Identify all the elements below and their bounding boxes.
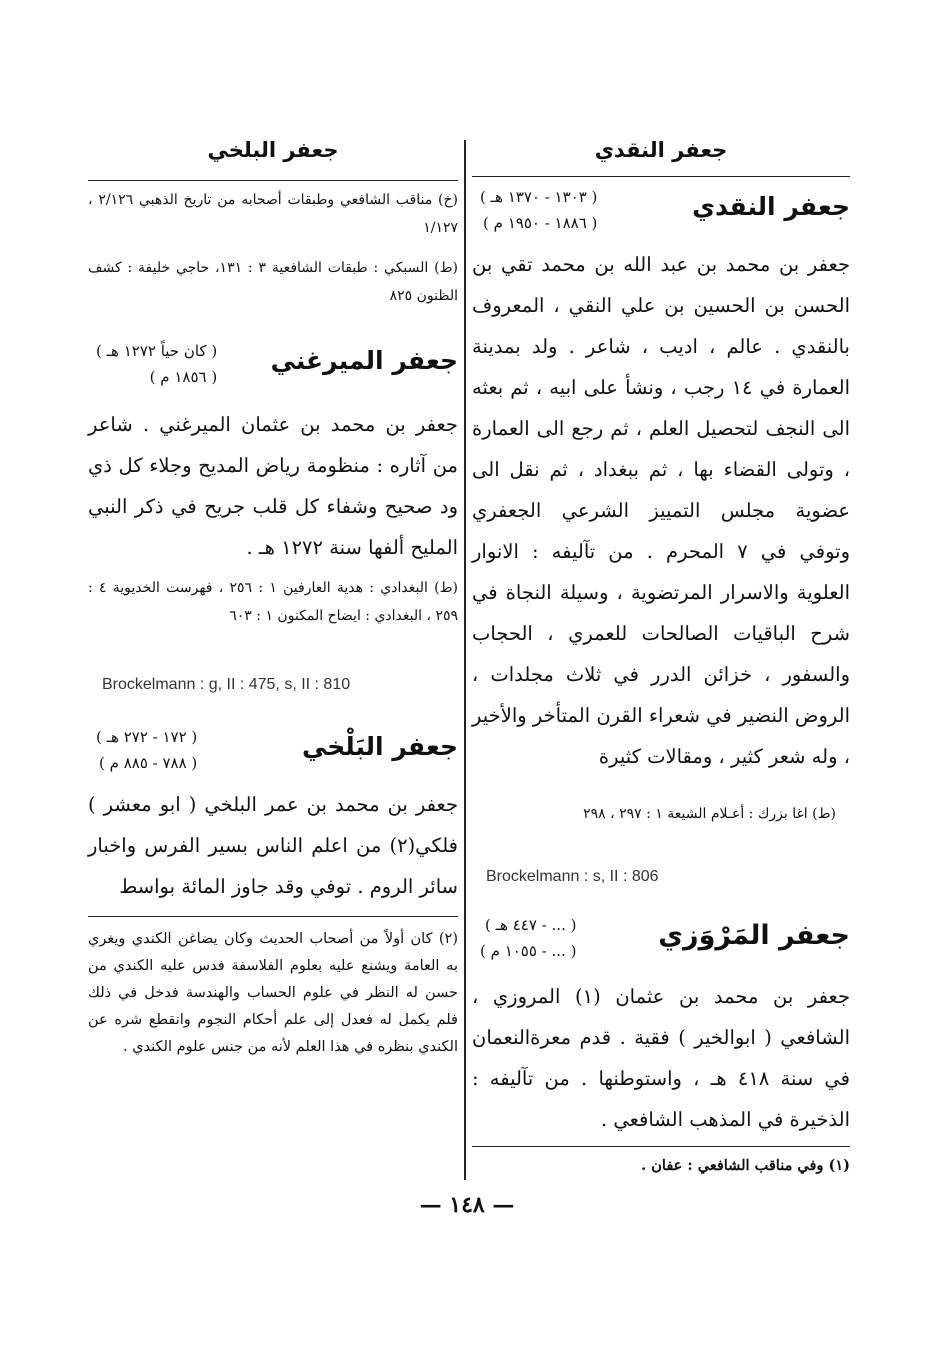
entry-name: جعفر النقدي xyxy=(692,192,850,221)
column-divider xyxy=(464,140,466,1180)
dates-gregorian: ( ٧٨٨ - ٨٨٥ م ) xyxy=(99,754,198,772)
entry-naqdi-body: جعفر بن محمد بن عبد الله بن محمد تقي بن الحسن بن الحسين بن علي النقي ، المعروف بالنقدي . عالم ، اديب ، شاعر . ولد بمدينة العمارة في ١٤ رجب ، ونشأ على ابيه ، ثم بعثه الى النجف لتحصيل العلم ، ثم رجع الى العمارة ، وتولى القضاء بها ، ثم ببغداد ، ثم نقل الى عضوية مجلس التمييز الشرعي الجعفري وتوفي في ٧ المحرم . من تآليفه : الانوار العلوية والاسرار المرتضوية ، وسيلة النجاة في شرح الباقيات الصالحات للعمري ، الحجاب والسفور ، خزائن الدرر في ثلاث مجلدات ، الروض النضير في شعراء القرن المتأخر والأخير ، وله شعر كثير ، ومقالات كثيرة xyxy=(472,253,850,768)
balkhi-ref-continued: (خ) مناقب الشافعي وطبقات أصحابه من تاريخ الذهبي ٢/١٢٦ ، ١/١٢٧ xyxy=(88,192,459,236)
dates-hijri: ( ... - ٤٤٧ هـ ) xyxy=(485,916,577,934)
entry-naqdi-latin-ref: Brockelmann : s, II : 806 xyxy=(486,868,659,885)
entry-dates xyxy=(96,338,217,390)
footnote-rule xyxy=(472,1146,850,1147)
entry-balkhi-body: جعفر بن محمد بن عمر البلخي ( ابو معشر ) فلكي(٢) من اعلم الناس بسير الفرس واخبار سائر الروم . توفي وقد جاوز المائة بواسط xyxy=(88,793,458,898)
left-column-header: جعفر البلخي xyxy=(207,138,339,162)
entry-marwazi-body: جعفر بن محمد بن عثمان (١) المروزي ، الشافعي ( ابوالخير ) فقية . قدم معرةالنعمان في سنة ٤١٨ هـ ، واستوطنها . من تآليفه : الذخيرة في المذهب الشافعي . xyxy=(472,985,850,1131)
entry-mirghani-body: جعفر بن محمد بن عثمان الميرغني . شاعر من آثاره : منظومة رياض المديح وجلاء كل ذي ود صحيح وشفاء كل قلب جريح في ذكر النبي المليح ألفها سنة ١٢٧٢ هـ . xyxy=(88,413,458,559)
dates-hijri: ( ١٧٢ - ٢٧٢ هـ ) xyxy=(96,728,198,746)
dates-gregorian: ( ... - ١٠٥٥ م ) xyxy=(480,942,577,960)
entry-dates xyxy=(480,184,597,236)
entry-name: جعفر الميرغني xyxy=(270,346,458,375)
footnote: (١) وفي مناقب الشافعي : عفان . xyxy=(641,1157,850,1174)
page-number: — ١٤٨ — xyxy=(419,1192,515,1218)
entry-mirghani-heading xyxy=(88,338,458,408)
footnote: (٢) كان أولاً من أصحاب الحديث وكان يضاغن الكندي ويغري به العامة ويشنع عليه بعلوم الفلاسفة فدس عليه الكندي من حسن له النظر في علوم الحساب والهندسة فدخل في ذلك فلم يكمل له فعدل إلى علم أحكام النجوم وانقطع شره عن الكندي بنظره في هذا العلم لأنه من جنس علوم الكندي . xyxy=(88,931,458,1055)
balkhi-ref-continued-2: (ط) السبكي : طبقات الشافعية ٣ : ١٣١، حاجي خليفة : كشف الظنون ٨٢٥ xyxy=(88,260,458,304)
entry-dates xyxy=(96,724,197,776)
entry-mirghani-ref: (ط) البغدادي : هدية العارفين ١ : ٢٥٦ ، فهرست الخديوية ٤ : ٢٥٩ ، البغدادي : ايضاح المكنون ١ : ٦٠٣ xyxy=(88,580,458,624)
dates-gregorian: ( ١٨٥٦ م ) xyxy=(149,368,218,386)
dates-gregorian: ( ١٨٨٦ - ١٩٥٠ م ) xyxy=(483,214,598,232)
entry-name: جعفر المَرْوَزي xyxy=(658,920,850,951)
entry-marwazi-heading xyxy=(472,912,850,982)
right-column-header: جعفر النقدي xyxy=(594,138,728,162)
entry-dates xyxy=(480,912,576,964)
entry-mirghani-latin-ref: Brockelmann : g, II : 475, s, II : 810 xyxy=(102,676,351,693)
dates-hijri: ( ١٣٠٣ - ١٣٧٠ هـ ) xyxy=(480,188,598,206)
entry-naqdi-ref: (ط) اغا بزرك : أعـلام الشيعة ١ : ٢٩٧ ، ٢٩٨ xyxy=(583,806,836,822)
dates-hijri: ( كان حياً ١٢٧٢ هـ ) xyxy=(96,342,218,360)
footnote-rule xyxy=(88,916,458,917)
header-rule xyxy=(88,180,458,181)
entry-name: جعفر البَلْخي xyxy=(301,732,458,761)
header-rule xyxy=(472,176,850,177)
